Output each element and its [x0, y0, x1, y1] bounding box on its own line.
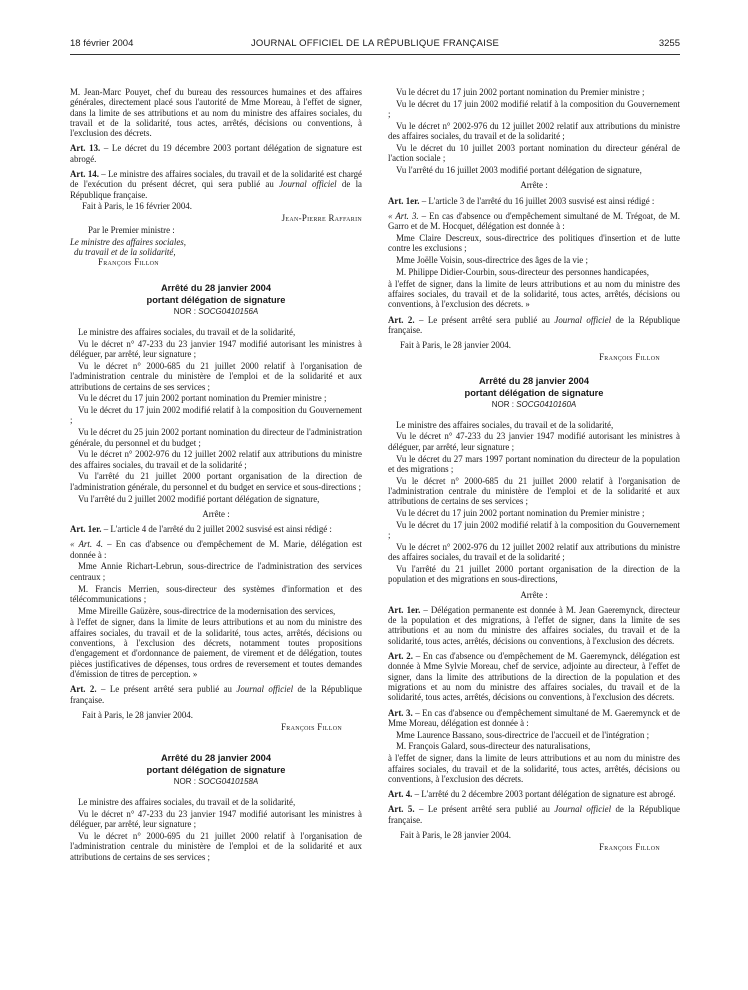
list-item: Vu le décret n° 2000-685 du 21 juillet 2000 relatif à l'organisation de l'administration centrale du ministère de l'emploi et de la solidarité et aux attributions de certains de ses services ;: [70, 360, 362, 392]
decree-subtitle: portant délégation de signature: [146, 765, 286, 776]
article-label: Art. 14.: [70, 169, 99, 180]
list-item: Vu l'arrêté du 16 juillet 2003 modifié portant délégation de signature,: [396, 165, 642, 176]
article-label: Art. 1er.: [388, 195, 420, 206]
list-item: M. François Galard, sous-directeur des naturalisations,: [396, 741, 591, 752]
article-label: « Art. 3.: [388, 210, 419, 221]
list-item: Vu le décret n° 2002-976 du 12 juillet 2002 relatif aux attributions du ministre des affaires sociales, du travail et de la solidarité ;: [388, 541, 680, 563]
list-item: Vu le décret n° 2000-695 du 21 juillet 2000 relatif à l'organisation de l'administration centrale du ministère de l'emploi et de la solidarité et aux attributions de certains de ses services ;: [70, 831, 362, 862]
done-at: Fait à Paris, le 16 février 2004.: [82, 201, 192, 212]
article-label: Art. 2.: [388, 314, 415, 325]
issue-date: 18 février 2004: [70, 38, 134, 49]
list-item: Vu le décret n° 2002-976 du 12 juillet 2002 relatif aux attributions du ministre des affaires sociales, du travail et de la solidarité ;: [70, 449, 362, 470]
journal-title: JOURNAL OFFICIEL DE LA RÉPUBLIQUE FRANÇAISE: [250, 38, 500, 49]
list-item: Mme Joëlle Voisin, sous-directrice des âges de la vie ;: [396, 255, 588, 266]
article-13: [70, 143, 362, 164]
article-text: de la République française.: [70, 684, 362, 705]
article-1: [388, 605, 680, 646]
list-item: Mme Laurence Bassano, sous-directrice de l'accueil et de l'intégration ;: [396, 729, 650, 740]
journal-name: Journal officiel: [554, 804, 612, 815]
nor-label: NOR :: [491, 399, 517, 409]
visa-list: [388, 87, 680, 175]
paragraph: M. Jean-Marc Pouyet, chef du bureau des ressources humaines et des affaires générales, directement placé sous l'autorité de Mme Moreau, à l'effet de signer, dans la limite de ses attributions et au nom du ministre des affaires sociales, du travail et de la solidarité, tous actes, arrêtés, décisions ou conventions, à l'exclusion des décrets.: [70, 87, 362, 139]
nor-label: NOR :: [173, 777, 199, 787]
done-at: Fait à Paris, le 28 janvier 2004.: [400, 340, 511, 351]
nor-code: SOCG0410160A: [516, 399, 577, 409]
article-text: – L'article 4 de l'arrêté du 2 juillet 2002 susvisé est ainsi rédigé :: [101, 524, 332, 535]
done-at: Fait à Paris, le 28 janvier 2004.: [400, 830, 511, 841]
nor-label: NOR :: [173, 307, 199, 317]
list-item: Mme Annie Richart-Lebrun, sous-directrice de l'administration des services centraux ;: [70, 561, 362, 582]
visa-list: [70, 797, 362, 862]
list-item: Vu le décret du 17 juin 2002 modifié relatif à la composition du Gouvernement ;: [388, 519, 680, 541]
list-item: Vu le décret du 17 juin 2002 modifié relatif à la composition du Gouvernement ;: [388, 98, 680, 120]
article-14: [70, 169, 362, 200]
article-text: – L'article 3 de l'arrêté du 16 juillet 2003 susvisé est ainsi rédigé :: [419, 195, 655, 206]
article-label: Art. 2.: [70, 684, 97, 695]
article-text: de la République française.: [388, 314, 680, 335]
nor-code: SOCG0410158A: [198, 777, 259, 787]
article-text: – En cas d'absence ou d'empêchement simultané de M. Gaeremynck et de Mme Moreau, délégation est donnée à :: [388, 707, 680, 728]
article-text: – Le présent arrêté sera publié au: [414, 804, 555, 815]
article-text: – En cas d'absence ou d'empêchement de M. Gaeremynck, délégation est donnée à Mme Sylvie Moreau, chef de service, adjointe au directeur, à l'effet de signer, dans la limite des attributions de la direction de la population et des migrations et au nom du ministre des affaires sociales, du travail et de la solidarité, tous actes, arrêtés, décisions ou conventions, à l'exclusion des décrets.: [388, 651, 680, 703]
delegate-list: [70, 561, 362, 615]
list-item: Vu l'arrêté du 2 juillet 2002 modifié portant délégation de signature,: [78, 493, 320, 504]
article-label: Art. 4.: [388, 789, 413, 800]
list-item: Vu le décret n° 47-233 du 23 janvier 1947 modifié autorisant les ministres à déléguer, par arrêté, leur signature ;: [70, 809, 362, 830]
article-text: de la République française.: [388, 804, 680, 825]
delegate-list: [388, 233, 680, 277]
journal-name: Journal officiel: [236, 684, 294, 695]
nor-reference: [70, 777, 362, 787]
signature: François Fillon: [281, 721, 342, 732]
signature: François Fillon: [599, 841, 660, 852]
article-text: – L'arrêté du 2 décembre 2003 portant délégation de signature est abrogé.: [412, 789, 676, 800]
list-item: Le ministre des affaires sociales, du travail et de la solidarité,: [396, 419, 614, 430]
article-5: [388, 804, 680, 825]
list-item: Vu le décret du 10 juillet 2003 portant nomination du directeur général de l'action sociale ;: [388, 142, 680, 164]
article-2: [70, 684, 362, 705]
decree-subtitle: portant délégation de signature: [464, 387, 604, 398]
nor-reference: [388, 400, 680, 410]
minister-title: Le ministre des affaires sociales,: [70, 236, 186, 247]
article-text: – Le présent arrêté sera publié au: [414, 314, 555, 325]
visa-list: [70, 327, 362, 504]
article-4-quote: [70, 539, 362, 560]
list-item: Vu l'arrêté du 21 juillet 2000 portant organisation de la direction de la population et des migrations en sous-directions,: [388, 563, 680, 585]
article-text: – Le ministre des affaires sociales, du travail et de la solidarité est chargé de l'exécution du présent décret, qui sera publié au: [70, 169, 362, 190]
article-label: Art. 5.: [388, 804, 415, 815]
nor-code: SOCG0410156A: [198, 307, 259, 317]
arrete-label: Arrête :: [202, 508, 230, 519]
list-item: Le ministre des affaires sociales, du travail et de la solidarité,: [78, 327, 296, 338]
article-1: [388, 196, 680, 206]
article-text: – Délégation permanente est donnée à M. Jean Gaeremynck, directeur de la population et des migrations, à l'effet de signer, dans la limite de ses attributions et au nom du ministre des affaires sociales, du travail et de la solidarité, tous actes, arrêtés, décisions ou conventions, à l'exclusion des décrets.: [388, 604, 680, 646]
article-label: Art. 2.: [388, 651, 413, 662]
article-text: de la République française.: [70, 179, 362, 200]
signature: François Fillon: [98, 257, 159, 268]
list-item: Vu le décret n° 2000-685 du 21 juillet 2000 relatif à l'organisation de l'administration centrale du ministère de l'emploi et de la solidarité et aux attributions de certains de ses services ;: [388, 475, 680, 507]
list-item: M. Francis Merrien, sous-directeur des systèmes d'information et des télécommunications ;: [70, 583, 362, 604]
decree-title: Arrêté du 28 janvier 2004: [478, 375, 590, 386]
list-item: Vu le décret n° 47-233 du 23 janvier 1947 modifié autorisant les ministres à déléguer, par arrêté, leur signature ;: [70, 338, 362, 360]
decree-title: Arrêté du 28 janvier 2004: [160, 753, 272, 764]
article-label: Art. 13.: [70, 143, 101, 154]
page-number: 3255: [658, 38, 680, 49]
paragraph: à l'effet de signer, dans la limite de leurs attributions et au nom du ministre des affaires sociales, du travail et de la solidarité, tous actes, arrêtés, décisions ou conventions, à l'exclusion des décrets. »: [388, 278, 680, 310]
by-prime-minister: Par le Premier ministre :: [88, 225, 175, 236]
list-item: Vu le décret n° 47-233 du 23 janvier 1947 modifié autorisant les ministres à déléguer, par arrêté, leur signature ;: [388, 431, 680, 452]
decree-subtitle: portant délégation de signature: [146, 295, 286, 306]
arrete-label: Arrête :: [520, 180, 548, 191]
article-4: [388, 789, 680, 799]
article-label: Art. 1er.: [70, 524, 102, 535]
left-column: [70, 87, 362, 864]
article-label: Art. 3.: [388, 707, 413, 718]
journal-name: Journal officiel: [279, 179, 337, 190]
article-text: – Le présent arrêté sera publié au: [96, 684, 237, 695]
list-item: Vu le décret du 17 juin 2002 portant nomination du Premier ministre ;: [78, 393, 327, 404]
signature: Jean-Pierre Raffarin: [281, 213, 362, 224]
paragraph: à l'effet de signer, dans la limite de leurs attributions et au nom du ministre des affaires sociales, du travail et de la solidarité, tous actes, arrêtés, décisions ou conventions, à l'exclusion des décrets, notamment toutes propositions d'engagement et d'ordonnance de paiement, de virement et de délégation, toutes pièces justificatives de dépenses, tous ordres de reversement et toutes demandes d'émission de titres de perception. »: [70, 617, 362, 679]
decree-title: Arrêté du 28 janvier 2004: [160, 283, 272, 294]
visa-list: [388, 420, 680, 585]
article-2: [388, 651, 680, 702]
article-3: [388, 708, 680, 729]
list-item: Mme Mireille Gaüzère, sous-directrice de la modernisation des services,: [78, 605, 336, 616]
journal-name: Journal officiel: [554, 314, 612, 325]
article-1: [70, 524, 362, 534]
article-2: [388, 315, 680, 336]
list-item: Vu le décret du 25 juin 2002 portant nomination du directeur de l'administration générale, du personnel et du budget ;: [70, 427, 363, 448]
article-label: « Art. 4.: [70, 539, 103, 550]
list-item: Vu le décret du 27 mars 1997 portant nomination du directeur de la population et des migrations ;: [388, 453, 680, 474]
signature: François Fillon: [599, 352, 660, 363]
article-label: Art. 1er.: [388, 604, 421, 615]
list-item: Vu l'arrêté du 21 juillet 2000 portant organisation de la direction de l'administration générale, du personnel et du budget en service et sous-directions ;: [70, 471, 362, 492]
list-item: Vu le décret n° 2002-976 du 12 juillet 2002 relatif aux attributions du ministre des affaires sociales, du travail et de la solidarité ;: [388, 120, 680, 142]
done-at: Fait à Paris, le 28 janvier 2004.: [82, 709, 193, 720]
page-header: [70, 34, 680, 55]
arrete-label: Arrête :: [520, 589, 548, 600]
list-item: Mme Claire Descreux, sous-directrice des politiques d'insertion et de lutte contre les exclusions ;: [388, 233, 680, 254]
list-item: Vu le décret du 17 juin 2002 portant nomination du Premier ministre ;: [396, 87, 645, 97]
delegate-list: [388, 730, 680, 752]
article-3-quote: [388, 211, 680, 232]
list-item: Vu le décret du 17 juin 2002 modifié relatif à la composition du Gouvernement ;: [70, 405, 362, 426]
article-text: – En cas d'absence ou d'empêchement de M. Marie, délégation est donnée à :: [70, 539, 362, 560]
right-column: [388, 87, 680, 854]
nor-reference: [70, 307, 362, 317]
list-item: Vu le décret du 17 juin 2002 portant nomination du Premier ministre ;: [396, 508, 645, 518]
list-item: M. Philippe Didier-Courbin, sous-directeur des personnes handicapées,: [396, 266, 649, 277]
paragraph: à l'effet de signer, dans la limite de leurs attributions et au nom du ministre des affaires sociales, du travail et de la solidarité, tous actes, arrêtés, décisions ou conventions, à l'exclusion des décrets.: [388, 753, 680, 784]
minister-title: du travail et de la solidarité,: [74, 247, 176, 258]
article-text: – En cas d'absence ou d'empêchement simultané de M. Trégoat, de M. Garro et de M. Hocquet, délégation est donnée à :: [388, 210, 681, 232]
list-item: Le ministre des affaires sociales, du travail et de la solidarité,: [78, 797, 296, 808]
article-text: – Le décret du 19 décembre 2003 portant délégation de signature est abrogé.: [70, 143, 362, 164]
